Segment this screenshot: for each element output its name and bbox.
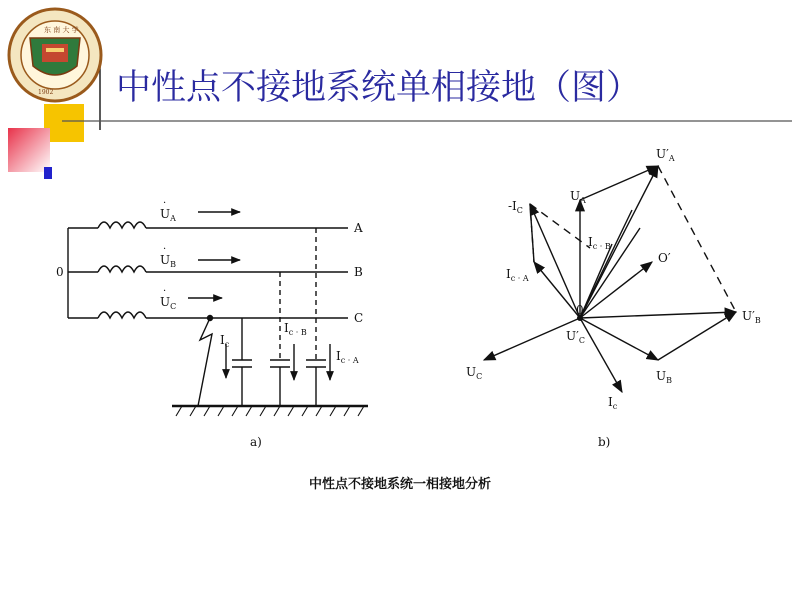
ua-prime-label: $U'_A$ [656,147,675,163]
coil-b [98,266,146,272]
coil-a [98,222,146,228]
svg-text:·: · [163,198,167,209]
coil-c [98,312,146,318]
figure-caption: 中性点不接地系统一相接地分析 [308,477,491,492]
current-ica-label: $I_{c \cdot A}$ [336,349,359,365]
ub-label: $U_B$ [656,369,673,385]
bus-label-a: A [354,221,363,235]
diagram-a-label: a) [250,435,262,449]
svg-text:·: · [163,286,167,297]
svg-text:1902: 1902 [38,89,54,96]
vector-o-prime [580,262,652,318]
ub-prime-label: $U'_B$ [742,309,761,325]
minus-ic-label: $-I_C$ [508,199,523,215]
bus-label-b: B [354,265,363,279]
ua-label: $U_A$ [570,189,586,205]
neutral-label: 0 [56,265,64,279]
phasor-labels [466,147,761,449]
vector-ub-prime [580,312,736,318]
circuit-diagram [68,212,368,416]
circuit-labels [56,198,363,449]
ic-label: $I_c$ [608,395,618,411]
source-uc-label: $U_C$ [160,295,177,311]
ground-fault-path [198,318,212,406]
current-ic-label: $I_c$ [220,333,230,349]
dashed-ua-ub-prime [658,166,736,312]
source-ua-label: $U_A$ [160,207,176,223]
phasor-origin-label: 0 [576,303,584,317]
o-prime-label: O′ [658,251,671,265]
bus-label-c: C [354,311,364,325]
source-ub-label: $U_B$ [160,253,177,269]
svg-text:·: · [163,244,167,255]
icb-label: $I_{c \cdot B}$ [588,235,611,251]
vector-ica [534,262,580,318]
svg-text:东 南 大 学: 东 南 大 学 [44,26,79,34]
uc-prime-label: $U'_C$ [566,329,585,345]
diagram-b-label: b) [598,435,611,449]
uc-label: $U_C$ [466,365,483,381]
slide-title: 中性点不接地系统单相接地（图） [116,68,642,108]
ica-label: $I_{c \cdot A}$ [506,267,529,283]
current-icb-label: $I_{c \cdot B}$ [284,321,307,337]
vector-minus-ic [530,204,580,318]
